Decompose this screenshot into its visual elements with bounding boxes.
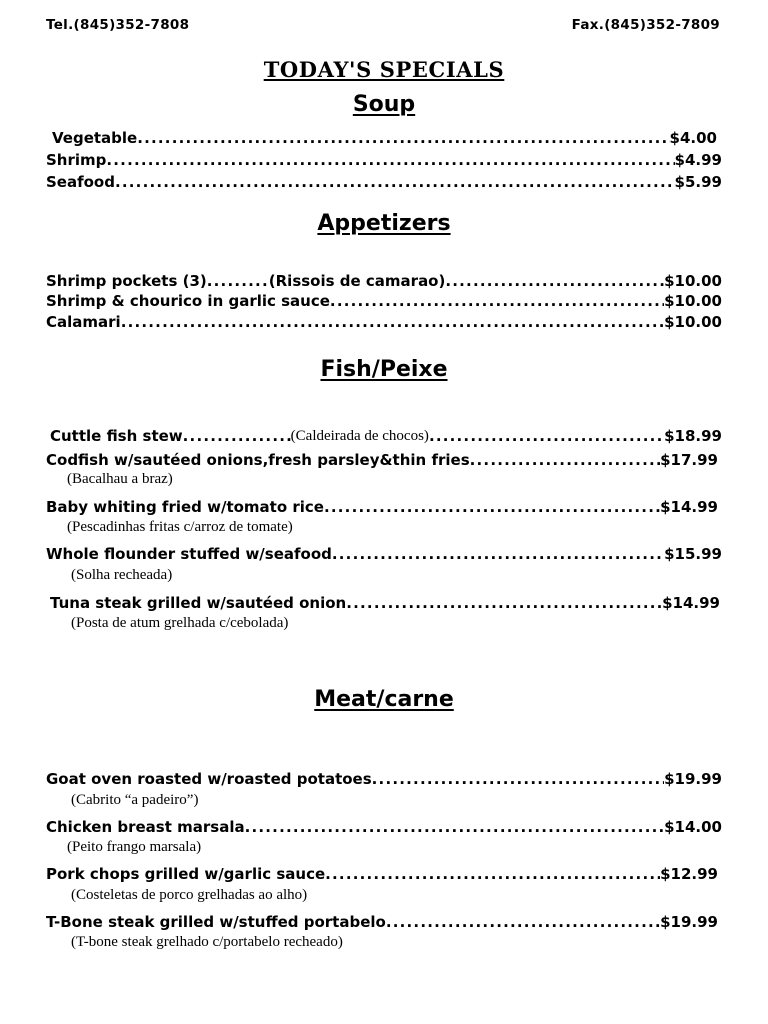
menu-item	[46, 909, 718, 931]
item-name: Shrimp pockets (3)	[46, 272, 207, 290]
leader-dots	[121, 313, 664, 331]
item-translation: (Caldeirada de chocos)	[290, 428, 429, 444]
item-translation: (Solha recheada)	[71, 567, 173, 583]
menu-item	[46, 447, 718, 469]
item-name: Seafood	[46, 173, 115, 191]
item-translation: (Rissois de camarao)	[268, 272, 446, 290]
item-price: $14.99	[662, 594, 720, 612]
item-price: $10.00	[664, 313, 722, 331]
item-name: Shrimp	[46, 151, 107, 169]
item-name: Codfish w/sautéed onions,fresh parsley&thin fries	[46, 451, 470, 469]
item-name: Pork chops grilled w/garlic sauce	[46, 865, 326, 883]
item-price: $10.00	[664, 272, 722, 290]
leader-dots	[137, 129, 669, 147]
menu-item	[46, 268, 722, 290]
item-name: Shrimp & chourico in garlic sauce	[46, 292, 330, 310]
menu-item	[46, 309, 722, 331]
item-price: $5.99	[674, 173, 722, 191]
section-title-fish: Fish/Peixe	[320, 357, 448, 382]
item-translation: (Costeletas de porco grelhadas ao alho)	[71, 887, 308, 903]
item-price: $4.99	[674, 151, 722, 169]
menu-item	[46, 288, 722, 310]
leader-dots	[106, 151, 674, 169]
leader-dots	[245, 818, 665, 836]
menu-item	[46, 814, 722, 836]
leader-dots	[372, 770, 664, 788]
menu-item	[46, 147, 722, 169]
menu-item	[52, 125, 717, 147]
item-name: Calamari	[46, 313, 121, 331]
leader-dots	[332, 545, 664, 563]
menu-item	[46, 494, 718, 516]
header	[46, 17, 720, 37]
item-translation: (Posta de atum grelhada c/cebolada)	[71, 615, 289, 631]
item-name: Goat oven roasted w/roasted potatoes	[46, 770, 372, 788]
menu-item	[50, 423, 722, 445]
item-translation: (Cabrito “a padeiro”)	[71, 792, 199, 808]
item-price: $12.99	[660, 865, 718, 883]
item-price: $14.00	[664, 818, 722, 836]
item-translation: (Pescadinhas fritas c/arroz de tomate)	[67, 519, 293, 535]
item-price: $4.00	[669, 129, 717, 147]
item-price: $19.99	[660, 913, 718, 931]
item-name: T-Bone steak grilled w/stuffed portabelo	[46, 913, 386, 931]
menu-item	[46, 541, 722, 563]
section-title-appetizers: Appetizers	[317, 211, 451, 236]
item-name: Vegetable	[52, 129, 138, 147]
leader-dots	[183, 427, 291, 445]
item-translation: (T-bone steak grelhado c/portabelo recheado)	[71, 934, 343, 950]
menu-item	[46, 861, 718, 883]
leader-dots	[386, 913, 660, 931]
item-price: $19.99	[664, 770, 722, 788]
item-price: $10.00	[664, 292, 722, 310]
menu-item	[46, 766, 722, 788]
leader-dots	[324, 498, 660, 516]
leader-dots	[325, 865, 660, 883]
item-name: Tuna steak grilled w/sautéed onion	[50, 594, 347, 612]
leader-dots	[470, 451, 660, 469]
item-name: Chicken breast marsala	[46, 818, 245, 836]
item-translation: (Peito frango marsala)	[67, 839, 202, 855]
item-name: Cuttle fish stew	[50, 427, 183, 445]
telephone-number: Tel.(845)352-7808	[46, 17, 190, 33]
item-price: $18.99	[664, 427, 722, 445]
leader-dots	[429, 427, 664, 445]
leader-dots	[330, 292, 664, 310]
item-translation: (Bacalhau a braz)	[67, 471, 173, 487]
section-title-soup: Soup	[352, 92, 416, 117]
item-price: $15.99	[664, 545, 722, 563]
page-title: TODAY'S SPECIALS	[263, 57, 505, 82]
section-title-meat: Meat/carne	[314, 687, 454, 712]
item-name: Baby whiting fried w/tomato rice	[46, 498, 324, 516]
menu-item	[46, 169, 722, 191]
fax-number: Fax.(845)352-7809	[571, 17, 720, 33]
leader-dots	[346, 594, 662, 612]
item-price: $17.99	[660, 451, 718, 469]
item-name: Whole flounder stuffed w/seafood	[46, 545, 332, 563]
item-price: $14.99	[660, 498, 718, 516]
leader-dots	[115, 173, 675, 191]
menu-item	[50, 590, 720, 612]
